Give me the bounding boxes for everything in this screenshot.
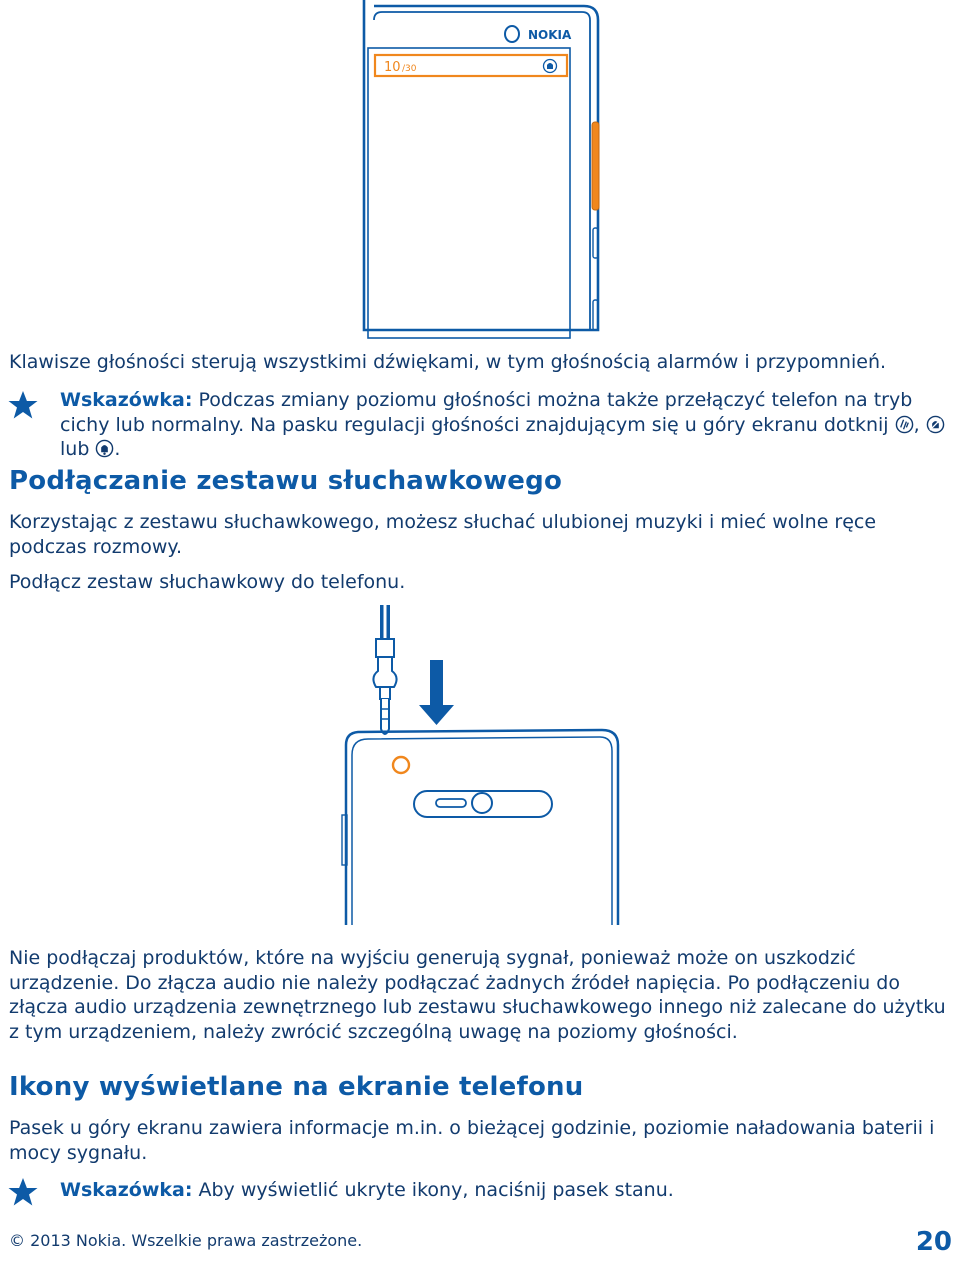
- tip-keyword-2: Wskazówka:: [60, 1179, 193, 1201]
- volume-key: [592, 122, 599, 210]
- volume-max: /30: [402, 64, 417, 74]
- phone-volume-illustration: [360, 0, 610, 345]
- separator-or: lub: [60, 438, 96, 460]
- headset-connection-illustration: [340, 605, 630, 935]
- connect-headset-paragraph: Podłącz zestaw słuchawkowy do telefonu.: [9, 571, 406, 593]
- heading-headset: Podłączanie zestawu słuchawkowego: [9, 466, 563, 496]
- tip-end: .: [114, 438, 121, 460]
- status-bar-paragraph: Pasek u góry ekranu zawiera informacje m.in. o bieżącej godzinie, poziomie naładowania baterii i mocy sygnału.: [9, 1117, 935, 1164]
- volume-current: 10: [384, 60, 401, 75]
- page-number: 20: [915, 1227, 952, 1257]
- tip-hidden-icons: [60, 1178, 954, 1203]
- tip-text: Podczas zmiany poziomu głośności można także przełączyć telefon na tryb cichy lub normalny. Na pasku regulacji głośności znajdującym się u góry ekranu dotknij: [60, 389, 913, 436]
- warning-paragraph: Nie podłączaj produktów, które na wyjściu generują sygnał, ponieważ może on uszkodzić urządzenie. Do złącza audio nie należy podłączać żadnych źródeł napięcia. Po podłączeniu do złącza audio urządzenia zewnętrznego lub zestawu słuchawkowego innego niż zalecane do użytku z tym urządzeniem, należy zwrócić szczególną uwagę na poziomy głośności.: [9, 947, 946, 1043]
- copyright: © 2013 Nokia. Wszelkie prawa zastrzeżone.: [9, 1231, 363, 1250]
- vibrate-icon: [895, 415, 914, 434]
- tip-star-icon-2: [8, 1177, 38, 1207]
- volume-keys-paragraph: Klawisze głośności sterują wszystkimi dźwiękami, w tym głośnością alarmów i przypomnień.: [9, 351, 887, 373]
- heading-icons: Ikony wyświetlane na ekranie telefonu: [9, 1072, 584, 1102]
- bell-off-icon: [926, 415, 945, 434]
- tip-volume: [60, 388, 954, 462]
- separator-comma: ,: [913, 413, 926, 436]
- headset-paragraph: Korzystając z zestawu słuchawkowego, możesz słuchać ulubionej muzyki i mieć wolne ręce podczas rozmowy.: [9, 511, 877, 558]
- nokia-logo: NOKIA: [528, 28, 572, 42]
- tip-keyword: Wskazówka:: [60, 389, 193, 411]
- audio-jack: [393, 757, 409, 773]
- bell-icon-inline: [95, 439, 114, 458]
- down-arrow-icon: [419, 660, 454, 725]
- tip-text-2: Aby wyświetlić ukryte ikony, naciśnij pasek stanu.: [192, 1179, 674, 1201]
- tip-star-icon: [8, 390, 38, 420]
